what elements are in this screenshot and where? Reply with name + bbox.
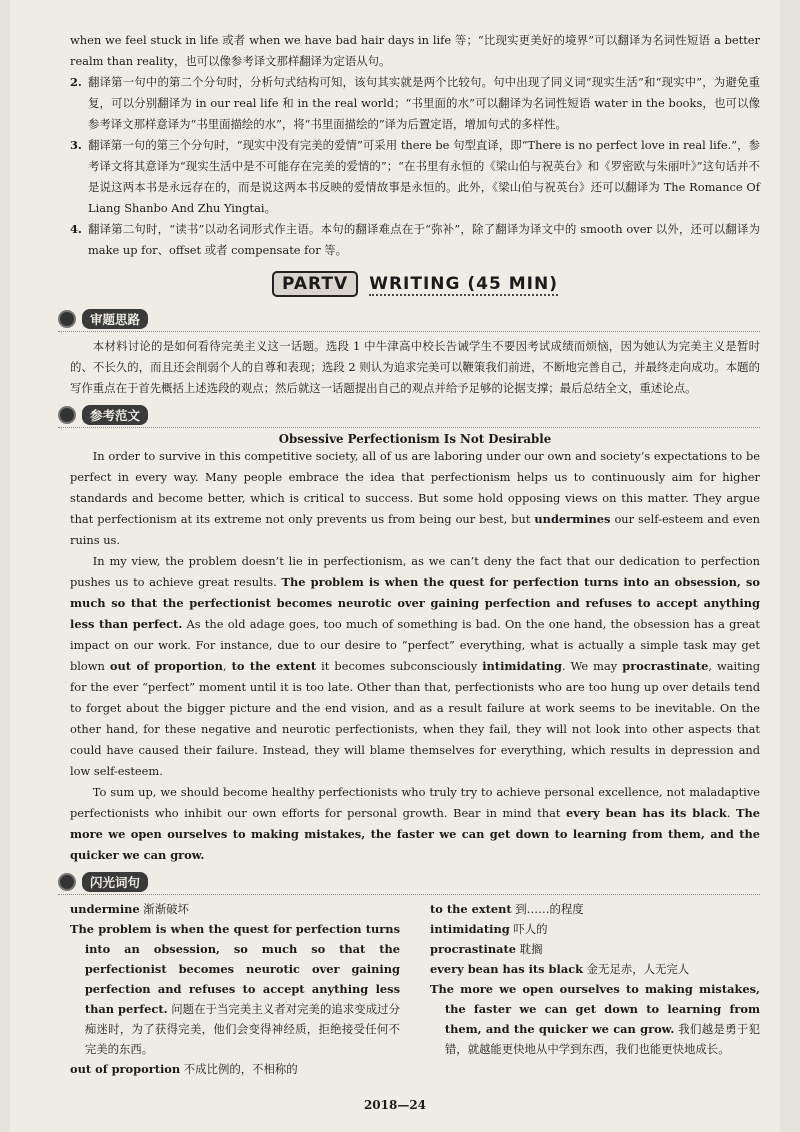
section-head-analysis [58,309,760,332]
sample-essay [70,432,760,866]
note-item-2 [70,72,760,135]
section-label: 闪光词句 [82,872,148,892]
essay-paragraph-2: In my view, the problem doesn’t lie in perfectionism, as we can’t deny the fact that our dedication to perfection pushes us to achieve great results. The problem is when the quest for perfection turns into an obsession, so much so that the perfectionist becomes neurotic over gaining perfection and refuses to accept anything less than perfect. As the old adage goes, too much of something is bad. On the one hand, the obsession has a great impact on our work. For instance, due to our desire to “perfect” everything, what is actually a simple task may get blown out of proportion, to the extent it becomes subconsciously intimidating. We may procrastinate, waiting for the ever “perfect” moment until it is too late. Other than that, perfectionists who are too hung up over details tend to forget about the bigger picture and the end vision, and as a result failure at work seems to be inevitable. On the other hand, for these negative and neurotic perfectionists, when they fail, they will not look into other aspects that could have caused their failure. Instead, they will blame themselves for everything, which results in depression and low self-esteem. [70,554,761,778]
highlight-phrase: intimidating [482,659,562,673]
vocab-entry: every bean has its black 金无足赤，人无完人 [430,962,690,976]
highlight-phrase: out of proportion [109,659,223,673]
section-label: 参考范文 [82,405,148,425]
section-head-vocab [58,872,760,895]
note-text: 翻译第二句时，“读书”以动名词形式作主语。本句的翻译难点在于“弥补”，除了翻译为译文中的 smooth over 以外，还可以翻译为 make up for、offset 或者 compensate for 等。 [88,222,760,257]
highlight-phrase: The problem is when the quest for perfection turns into an obsession, so much so that the perfectionist becomes neurotic over gaining perfection and refuses to accept anything less than perfect. [70,575,760,631]
bullet-circle-icon [58,310,76,328]
vocab-entry: out of proportion 不成比例的，不相称的 [70,1062,298,1076]
essay-title: Obsessive Perfectionism Is Not Desirable [278,432,552,446]
part-banner [70,271,760,297]
note-item-4 [70,219,760,261]
bullet-circle-icon [58,406,76,424]
translation-notes [70,30,760,261]
highlight-phrase: undermines [534,512,611,526]
bullet-circle-icon [58,873,76,891]
vocab-entry: undermine 渐渐破坏 [70,902,189,916]
highlight-phrase: to the extent [231,659,317,673]
vocab-entry: procrastinate 耽搁 [430,942,543,956]
page-number: 2018—24 [363,1098,427,1112]
vocab-list [70,899,760,1079]
highlight-phrase: procrastinate [622,659,709,673]
vocab-entry: to the extent 到……的程度 [430,902,584,916]
vocab-entry: intimidating 吓人的 [430,922,548,936]
note-text: 翻译第一句中的第二个分句时，分析句式结构可知，该句其实就是两个比较句。句中出现了同义词“现实生活”和“现实中”，为避免重复，可以分别翻译为 in our real life 和 in the real world；“书里面的水”可以翻译为名词性短语 water in the books，也可以像参考译文那样意译为“书里面描绘的水”，将“书里面描绘的”译为后置定语，增加句式的多样性。 [88,75,760,131]
note-item-3 [70,135,760,219]
note-number: 2. [70,75,82,89]
note-text: 翻译第一句的第三个分句时，“现实中没有完美的爱情”可采用 there be 句型直译，即“There is no perfect love in real life.”，参考译文将其意译为“现实生活中是不可能存在完美的爱情的”；“在书里有永恒的《梁山伯与祝英台》和《罗密欧与朱丽叶》”这句话并不是说这两本书是永远存在的，而是说这两本书反映的爱情故事是永恒的。此外，《梁山伯与祝英台》还可以翻译为 The Romance Of Liang Shanbo And Zhu Yingtai。 [88,138,760,215]
vocab-column-right [430,899,760,1079]
note-continuation: when we feel stuck in life 或者 when we have bad hair days in life 等；“比现实更美好的境界”可以翻译为名词性短语 a better realm than reality，也可以像参考译文那样翻译为定语从句。 [70,33,760,68]
part-title: WRITING (45 MIN) [369,274,558,294]
note-number: 4. [70,222,82,236]
essay-paragraph-3: To sum up, we should become healthy perfectionists who truly try to achieve personal excellence, not maladaptive perfectionists who inhibit our own efforts for personal growth. Bear in mind that every bean has its black. The more we open ourselves to making mistakes, the faster we can get down to learning from them, and the quicker we can grow. [70,785,761,862]
vocab-entry: The problem is when the quest for perfection turns into an obsession, so much so that the perfectionist becomes neurotic over gaining perfection and refuses to accept anything less than perfect. 问题在于当完美主义者对完美的追求变成过分痴迷时，为了获得完美，他们会变得神经质，拒绝接受任何不完美的东西。 [70,922,400,1056]
highlight-phrase: The more we open ourselves to making mistakes, the faster we can get down to learning from them, and the quicker we can grow. [70,806,761,862]
note-number: 3. [70,138,82,152]
vocab-entry: The more we open ourselves to making mistakes, the faster we can get down to learning from them, and the quicker we can grow. 我们越是勇于犯错，就越能更快地从中学到东西，我们也能更快地成长。 [430,982,760,1056]
page-content [70,30,760,1079]
section-label: 审题思路 [82,309,148,329]
analysis-text: 本材料讨论的是如何看待完美主义这一话题。选段 1 中牛津高中校长告诫学生不要因考试成绩而烦恼，因为她认为完美主义是暂时的、不长久的，而且还会削弱个人的自尊和表现；选段 2 则认为追求完美可以鞭策我们前进，不断地完善自己，并最终走向成功。本题的写作重点在于首先概括上述选段的观点；然后就这一话题提出自己的观点并给予足够的论据支撑；最后总结全文，重述论点。 [70,339,760,395]
essay-paragraph-1: In order to survive in this competitive society, all of us are laboring under our own and society’s expectations to be perfect in every way. Many people embrace the idea that perfectionism helps us to continuously aim for higher standards and become better, which is critical to success. But some hold opposing views on this matter. They argue that perfectionism at its extreme not only prevents us from being our best, but undermines our self-esteem and even ruins us. [70,449,760,547]
highlight-phrase: every bean has its black [566,806,727,820]
document-page [10,0,780,1132]
section-head-essay [58,405,760,428]
vocab-column-left [70,899,400,1079]
part-label: PARTⅤ [272,271,358,297]
